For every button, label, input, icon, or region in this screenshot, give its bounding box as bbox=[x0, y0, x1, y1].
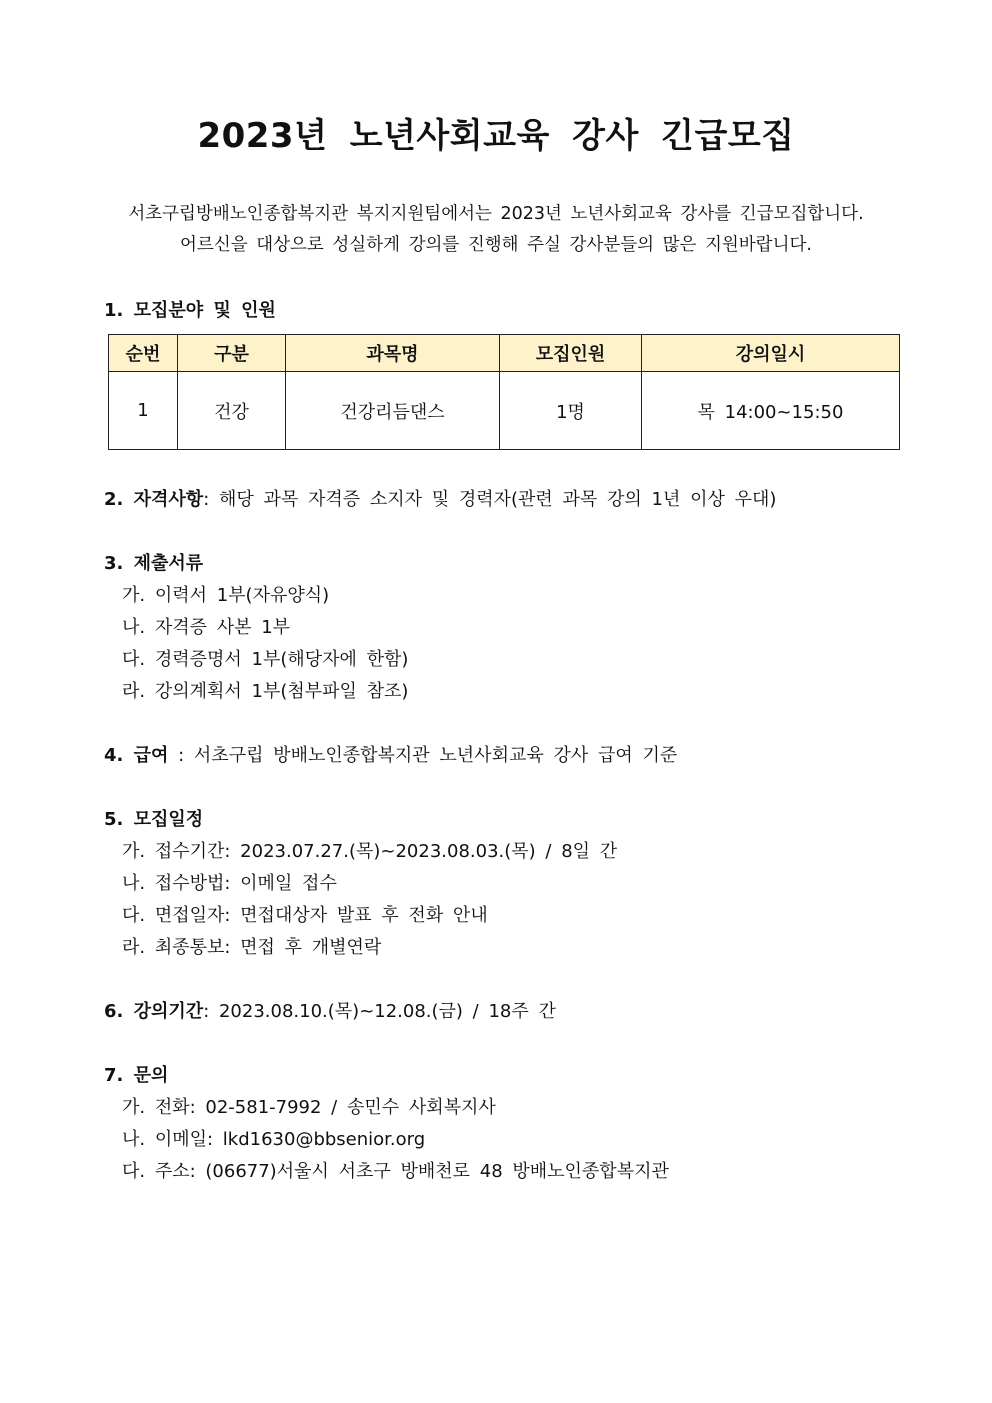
cell-category: 건강 bbox=[178, 372, 286, 450]
list-item: 나. 자격증 사본 1부 bbox=[122, 617, 291, 638]
table-row bbox=[109, 372, 900, 450]
section-2 bbox=[104, 485, 776, 511]
section-4 bbox=[104, 741, 677, 767]
section-2-heading: 2. 자격사항 bbox=[104, 489, 204, 510]
section-6-text: : 2023.08.10.(목)~12.08.(금) / 18주 간 bbox=[203, 1001, 556, 1022]
section-4-heading: 4. 급여 bbox=[104, 745, 169, 766]
section-4-text: : 서초구립 방배노인종합복지관 노년사회교육 강사 급여 기준 bbox=[168, 745, 678, 766]
recruitment-table bbox=[108, 334, 900, 450]
cell-headcount: 1명 bbox=[500, 372, 642, 450]
list-item: 가. 이력서 1부(자유양식) bbox=[122, 585, 330, 606]
list-item: 라. 강의계획서 1부(첨부파일 참조) bbox=[122, 681, 409, 702]
section-7-heading: 7. 문의 bbox=[104, 1065, 169, 1086]
section-6-heading: 6. 강의기간 bbox=[104, 1001, 204, 1022]
list-item: 가. 접수기간: 2023.07.27.(목)~2023.08.03.(목) / 8일 간 bbox=[122, 841, 618, 862]
list-item: 나. 이메일: lkd1630@bbsenior.org bbox=[122, 1129, 426, 1150]
header-headcount: 모집인원 bbox=[500, 335, 642, 372]
list-item: 가. 전화: 02-581-7992 / 송민수 사회복지사 bbox=[122, 1097, 496, 1118]
section-6 bbox=[104, 997, 556, 1023]
list-item: 라. 최종통보: 면접 후 개별연락 bbox=[122, 937, 382, 958]
section-5-heading: 5. 모집일정 bbox=[104, 809, 204, 830]
intro-line-1: 서초구립방배노인종합복지관 복지지원팀에서는 2023년 노년사회교육 강사를 긴급모집합니다. bbox=[128, 204, 864, 224]
header-schedule: 강의일시 bbox=[642, 335, 900, 372]
header-number: 순번 bbox=[109, 335, 178, 372]
section-3-heading: 3. 제출서류 bbox=[104, 553, 204, 574]
table-header-row bbox=[109, 335, 900, 372]
header-category: 구분 bbox=[178, 335, 286, 372]
list-item: 다. 경력증명서 1부(해당자에 한함) bbox=[122, 649, 409, 670]
section-1-heading: 1. 모집분야 및 인원 bbox=[104, 300, 276, 321]
cell-schedule: 목 14:00~15:50 bbox=[642, 372, 900, 450]
section-2-text: : 해당 과목 자격증 소지자 및 경력자(관련 과목 강의 1년 이상 우대) bbox=[203, 489, 777, 510]
document-title: 2023년 노년사회교육 강사 긴급모집 bbox=[197, 116, 795, 156]
list-item: 나. 접수방법: 이메일 접수 bbox=[122, 873, 337, 894]
header-subject: 과목명 bbox=[286, 335, 500, 372]
cell-subject: 건강리듬댄스 bbox=[286, 372, 500, 450]
cell-number: 1 bbox=[109, 372, 178, 450]
list-item: 다. 면접일자: 면접대상자 발표 후 전화 안내 bbox=[122, 905, 488, 926]
list-item: 다. 주소: (06677)서울시 서초구 방배천로 48 방배노인종합복지관 bbox=[122, 1161, 669, 1182]
intro-line-2: 어르신을 대상으로 성실하게 강의를 진행해 주실 강사분들의 많은 지원바랍니다. bbox=[180, 235, 812, 255]
